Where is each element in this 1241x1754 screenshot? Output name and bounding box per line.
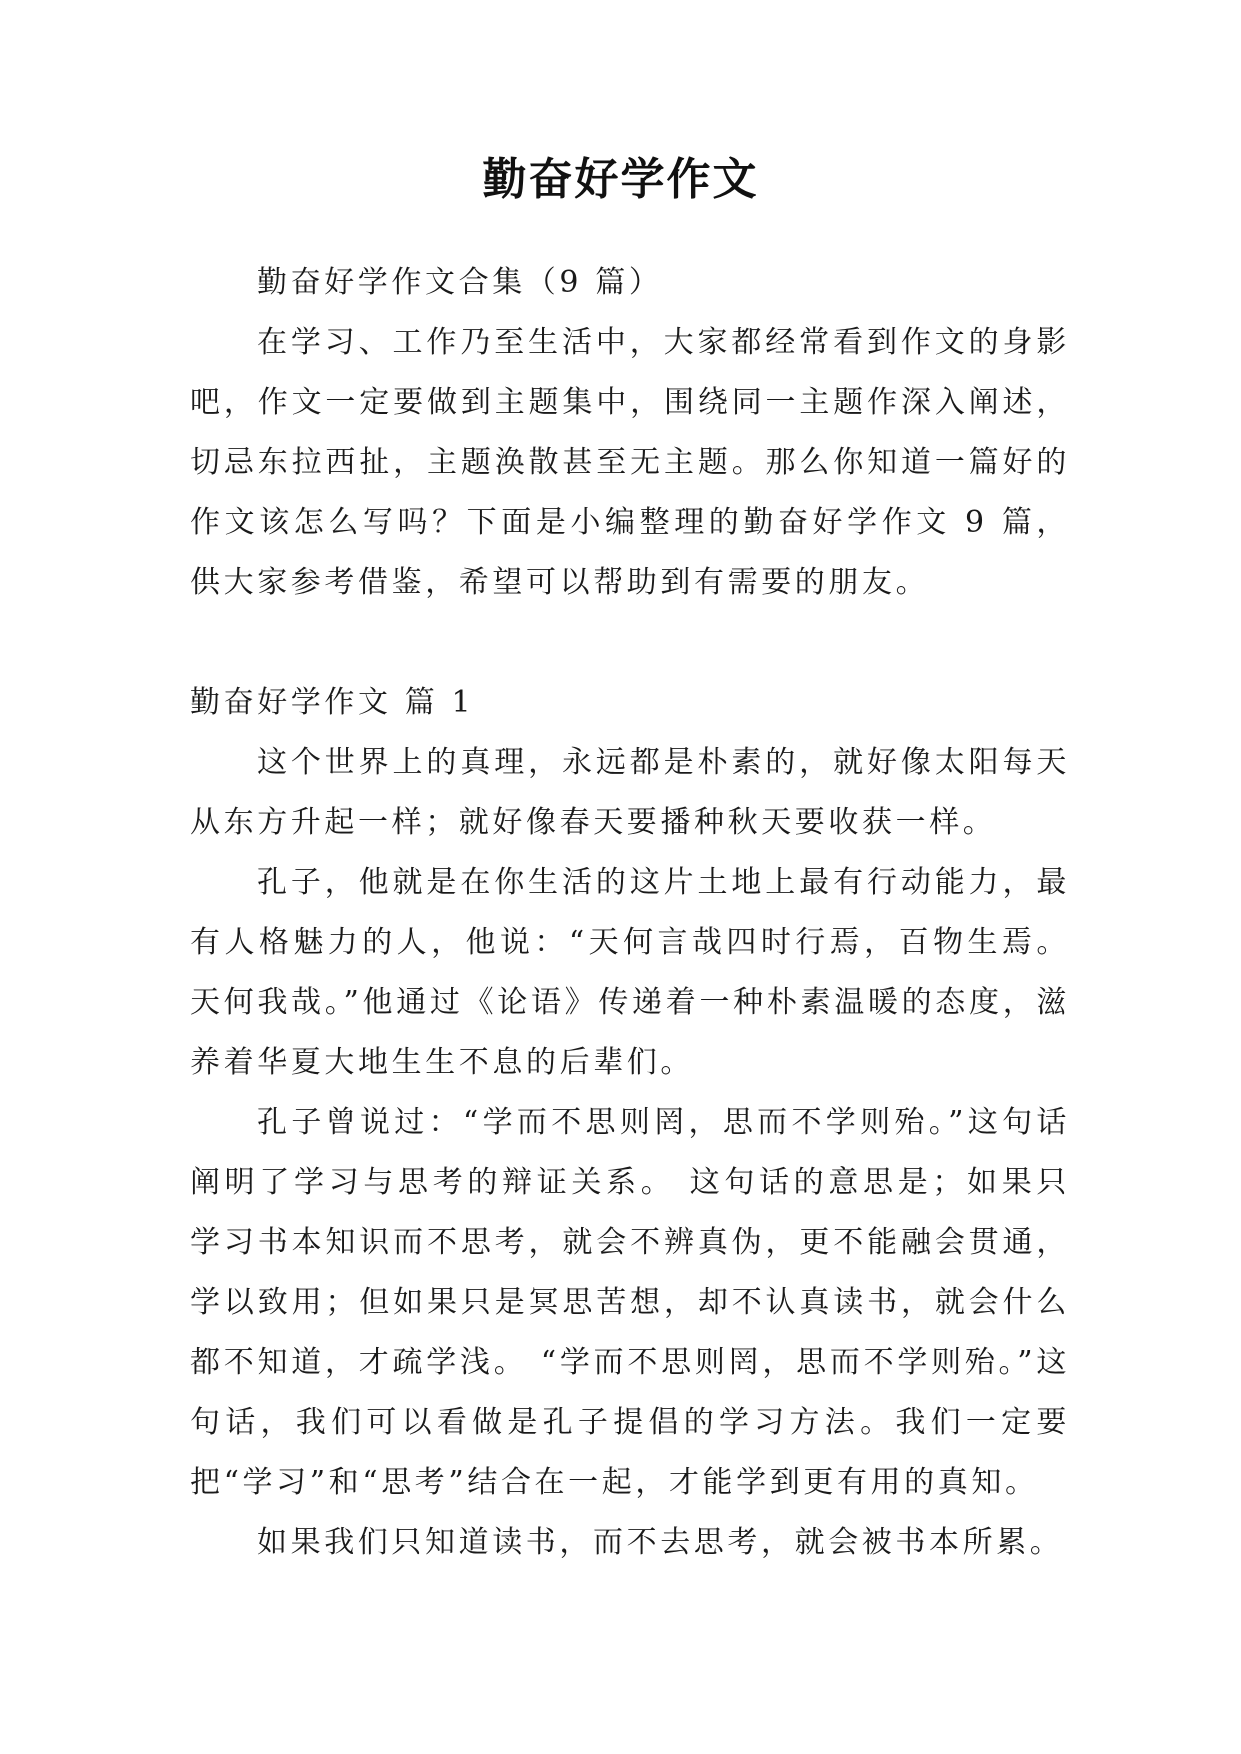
body-paragraph: 孔子，他就是在你生活的这片土地上最有行动能力，最有人格魅力的人，他说：“天何言哉四时行焉，百物生焉。天何我哉。”他通过《论语》传递着一种朴素温暖的态度，滋养着华夏大地生生不息的后辈们。	[190, 865, 1070, 1080]
document-title: 勤奋好学作文	[482, 154, 759, 205]
document-subtitle: 勤奋好学作文合集（9 篇）	[257, 265, 663, 300]
body-paragraph: 孔子曾说过：“学而不思则罔，思而不学则殆。”这句话阐明了学习与思考的辩证关系。 这句话的意思是；如果只学习书本知识而不思考，就会不辨真伪，更不能融会贯通，学以致用；但如果只是冥思苦想，却不认真读书，就会什么都不知道，才疏学浅。 “学而不思则罔，思而不学则殆。”这句话，我们可以看做是孔子提倡的学习方法。我们一定要把“学习”和“思考”结合在一起，才能学到更有用的真知。	[190, 1105, 1070, 1500]
body-paragraph: 如果我们只知道读书，而不去思考，就会被书本所累。	[257, 1525, 1064, 1560]
section-spacer	[190, 613, 1070, 673]
body-paragraph: 这个世界上的真理，永远都是朴素的，就好像太阳每天从东方升起一样；就好像春天要播种秋天要收获一样。	[190, 745, 1070, 840]
document-body	[190, 253, 1070, 1573]
intro-paragraph: 在学习、工作乃至生活中，大家都经常看到作文的身影吧，作文一定要做到主题集中，围绕同一主题作深入阐述，切忌东拉西扯，主题涣散甚至无主题。那么你知道一篇好的作文该怎么写吗？下面是小编整理的勤奋好学作文 9 篇，供大家参考借鉴，希望可以帮助到有需要的朋友。	[190, 325, 1070, 600]
section-heading: 勤奋好学作文 篇 1	[190, 685, 475, 720]
